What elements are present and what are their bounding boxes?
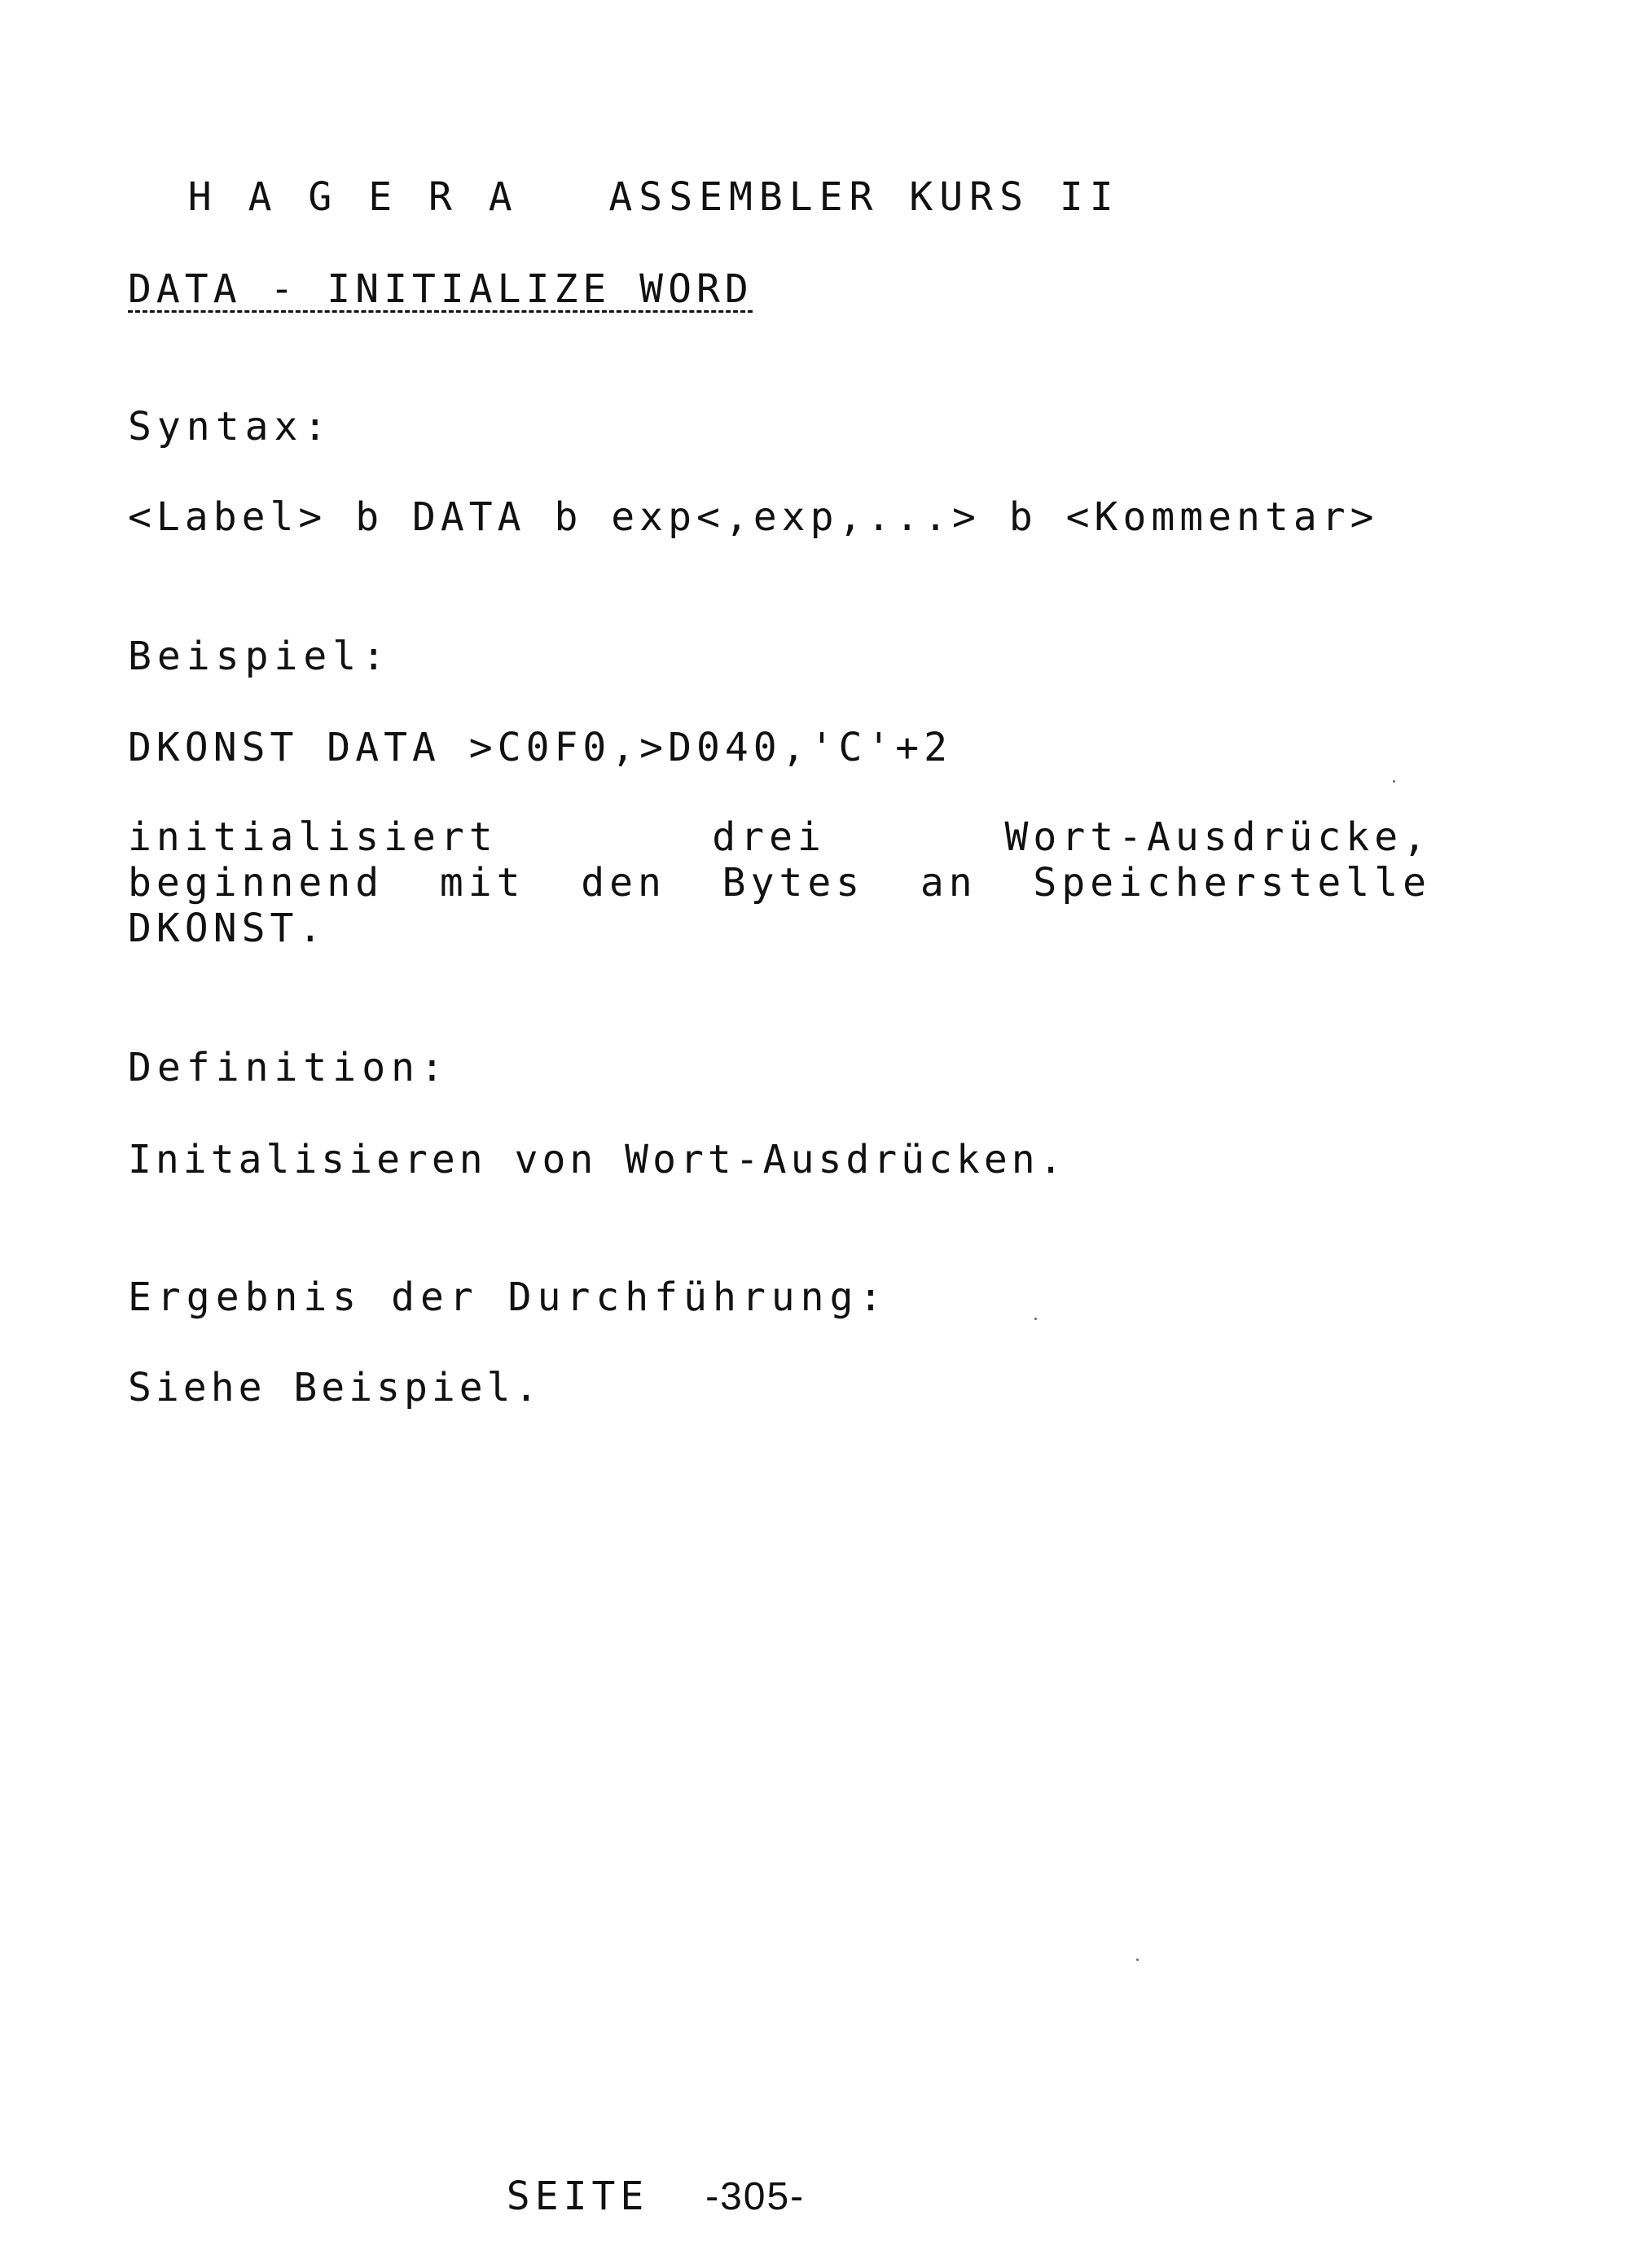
page-label: SEITE [506, 2174, 649, 2219]
example-description: initialisiert drei Wort-Ausdrücke, beginnend mit den Bytes an Speicherstelle DKONST. [128, 814, 1460, 951]
definition-text: Initalisieren von Wort-Ausdrücken. [128, 1137, 1067, 1182]
syntax-label: Syntax: [128, 404, 333, 450]
syntax-line: <Label> b DATA b exp<,exp,...> b <Kommentar> [128, 494, 1379, 540]
page-number: -305- [705, 2175, 806, 2218]
scan-speck [1136, 1959, 1139, 1961]
page-footer [450, 2128, 805, 2220]
section-heading: DATA - INITIALIZE WORD [128, 266, 753, 312]
document-header [128, 129, 1120, 220]
header-course: ASSEMBLER KURS II [608, 174, 1120, 220]
header-brand: H A G E R A [187, 174, 519, 220]
scan-speck [1034, 1318, 1037, 1320]
example-label: Beispiel: [128, 634, 392, 679]
scan-speck [1393, 780, 1395, 783]
result-text: Siehe Beispiel. [128, 1365, 542, 1410]
result-label: Ergebnis der Durchführung: [128, 1274, 889, 1320]
example-code: DKONST DATA >C0F0,>D040,'C'+2 [128, 725, 953, 770]
definition-label: Definition: [128, 1045, 450, 1090]
